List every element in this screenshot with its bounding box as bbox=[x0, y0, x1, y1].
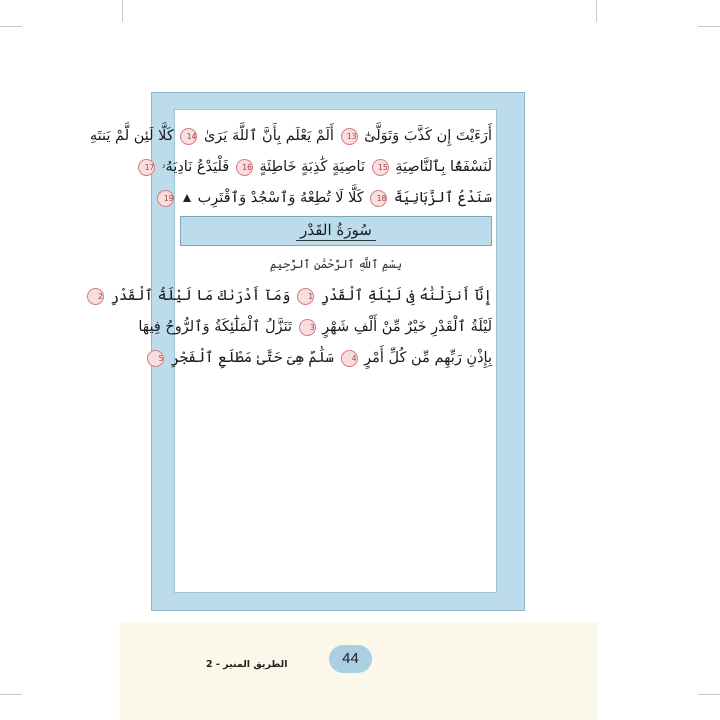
verse-text: سَلَٰمٌ هِىَ حَتَّىٰ مَطْلَعِ ٱلْفَجْرِ bbox=[171, 350, 334, 366]
ayah-number-marker: 19 bbox=[157, 190, 174, 207]
basmala: بِسْمِ ٱللَّهِ ٱلرَّحْمَٰنِ ٱلرَّحِيمِ bbox=[269, 257, 403, 271]
book-title: الطريق المنير - 2 bbox=[206, 659, 288, 670]
ayah-number-marker: 15 bbox=[372, 159, 389, 176]
verse-text: إِنَّآ أَنزَلْنَٰهُ فِى لَيْلَةِ ٱلْقَدْرِ bbox=[320, 288, 492, 304]
quran-line bbox=[144, 154, 492, 180]
verse-text: لَنَسْفَعًۢا بِٱلنَّاصِيَةِ bbox=[395, 159, 492, 175]
verse-text: كَلَّا لَا تُطِعْهُ وَٱسْجُدْ وَٱقْتَرِب bbox=[197, 190, 364, 206]
crop-mark bbox=[698, 694, 720, 695]
surah-title: سُورَةُ القَدْر bbox=[296, 221, 376, 241]
verse-text: بِإِذْنِ رَبِّهِم مِّن كُلِّ أَمْرٍ bbox=[364, 350, 492, 366]
quran-line bbox=[138, 314, 492, 340]
ayah-number-marker: 1 bbox=[297, 288, 314, 305]
crop-mark bbox=[0, 694, 22, 695]
crop-mark bbox=[122, 0, 123, 22]
verse-text: أَلَمْ يَعْلَم بِأَنَّ ٱللَّهَ يَرَىٰ bbox=[203, 128, 334, 144]
crop-mark bbox=[596, 0, 597, 22]
ayah-number-marker: 5 bbox=[147, 350, 164, 367]
surah-banner bbox=[180, 216, 492, 246]
ayah-number-marker: 14 bbox=[180, 128, 197, 145]
crop-mark bbox=[698, 26, 720, 27]
ayah-number-marker: 4 bbox=[341, 350, 358, 367]
ayah-number-marker: 3 bbox=[299, 319, 316, 336]
sajda-icon bbox=[183, 194, 191, 202]
verse-text: فَلْيَدْعُ نَادِيَهُۥ bbox=[161, 159, 230, 175]
verse-text: وَمَآ أَدْرَىٰكَ مَا لَيْلَةُ ٱلْقَدْرِ bbox=[110, 288, 291, 304]
verse-text: نَاصِيَةٍ كَٰذِبَةٍ خَاطِئَةٍ bbox=[259, 159, 365, 175]
ayah-number-marker: 18 bbox=[370, 190, 387, 207]
quran-line bbox=[163, 185, 492, 211]
ayah-number-marker: 17 bbox=[138, 159, 155, 176]
verse-text: لَيْلَةُ ٱلْقَدْرِ خَيْرٌ مِّنْ أَلْفِ شَهْرٍ bbox=[322, 319, 492, 335]
ayah-number-marker: 16 bbox=[236, 159, 253, 176]
verse-text: سَنَدْعُ ٱلزَّبَانِيَةَ bbox=[393, 190, 492, 206]
quran-line bbox=[158, 345, 492, 371]
quran-line bbox=[89, 123, 492, 149]
crop-mark bbox=[0, 26, 22, 27]
ayah-number-marker: 13 bbox=[341, 128, 358, 145]
ayah-number-marker: 2 bbox=[87, 288, 104, 305]
quran-line bbox=[98, 283, 492, 309]
verse-text: تَنَزَّلُ ٱلْمَلَٰٓئِكَةُ وَٱلرُّوحُ فِيهَا bbox=[138, 319, 293, 335]
verse-text: أَرَءَيْتَ إِن كَذَّبَ وَتَوَلَّىٰٓ bbox=[364, 128, 492, 144]
page-number: 44 bbox=[329, 645, 372, 673]
verse-text: كَلَّا لَئِن لَّمْ يَنتَهِ bbox=[89, 128, 174, 144]
